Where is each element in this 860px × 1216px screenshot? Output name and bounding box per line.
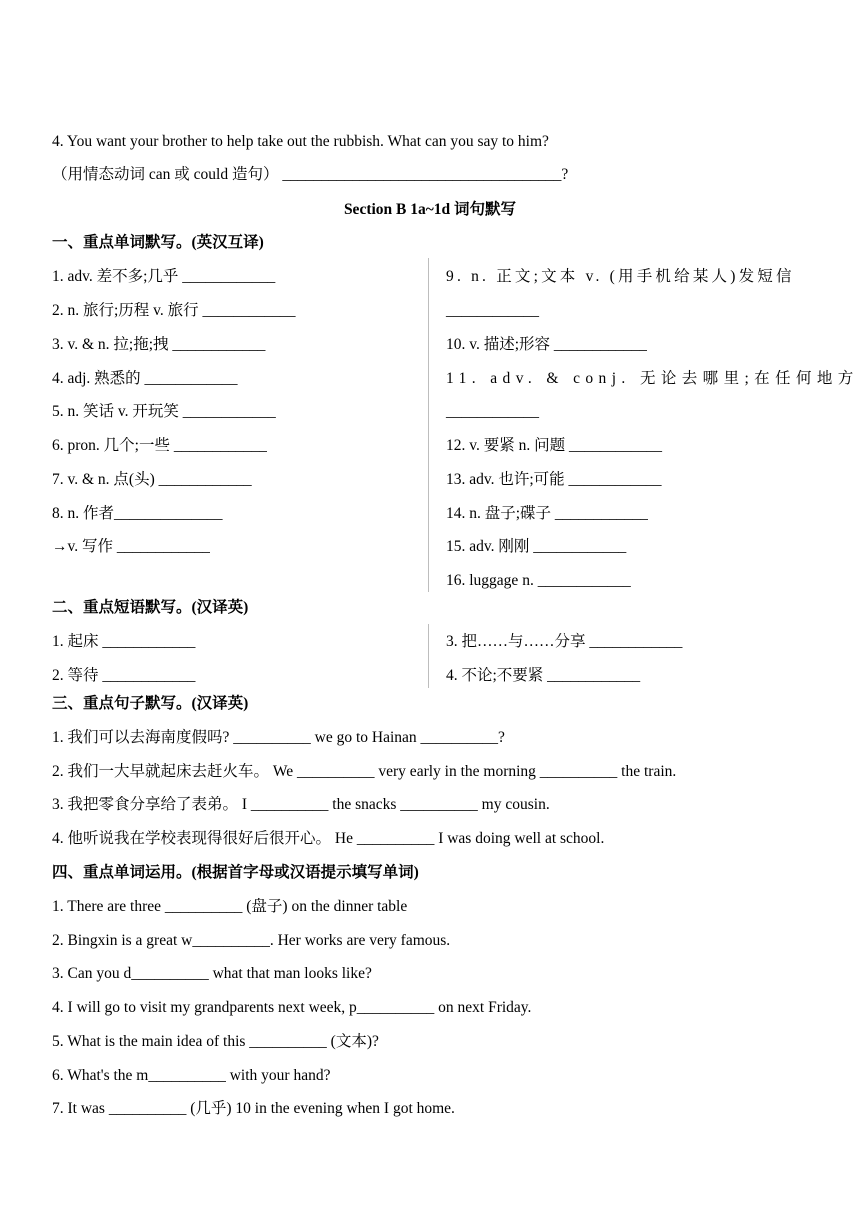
word-item-blank: ____________ [446, 302, 539, 319]
part2-heading: 二、重点短语默写。(汉译英) [52, 599, 249, 616]
part4-heading: 四、重点单词运用。(根据首字母或汉语提示填写单词) [52, 864, 419, 881]
usage-item: 7. It was __________ (几乎) 10 in the evening when I got home. [52, 1100, 455, 1117]
question-4-answer-line: （用情态动词 can 或 could 造句） ____________________________________? [52, 166, 569, 183]
word-item: 16. luggage n. ____________ [446, 572, 631, 589]
question-4-prompt: 4. You want your brother to help take out the rubbish. What can you say to him? [52, 133, 549, 150]
word-item: 2. n. 旅行;历程 v. 旅行 ____________ [52, 302, 296, 319]
usage-item: 1. There are three __________ (盘子) on the dinner table [52, 898, 408, 915]
sentence-item: 2. 我们一大早就起床去赶火车。 We __________ very early in the morning __________ the train. [52, 763, 677, 780]
phrase-item: 2. 等待 ____________ [52, 667, 196, 684]
word-item: →v. 写作 ____________ [52, 538, 210, 555]
word-item: 6. pron. 几个;一些 ____________ [52, 437, 267, 454]
word-item: 10. v. 描述;形容 ____________ [446, 336, 647, 353]
part3-heading: 三、重点句子默写。(汉译英) [52, 695, 249, 712]
sentence-item: 1. 我们可以去海南度假吗? __________ we go to Hainan __________? [52, 729, 505, 746]
usage-item: 4. I will go to visit my grandparents next week, p__________ on next Friday. [52, 999, 532, 1016]
part1-heading: 一、重点单词默写。(英汉互译) [52, 234, 264, 251]
phrase-item: 4. 不论;不要紧 ____________ [446, 667, 641, 684]
word-item: 1. adv. 差不多;几乎 ____________ [52, 268, 276, 285]
word-item: 5. n. 笑话 v. 开玩笑 ____________ [52, 403, 276, 420]
phrase-item: 3. 把……与……分享 ____________ [446, 633, 683, 650]
word-item-blank: ____________ [446, 403, 539, 420]
word-item: 15. adv. 刚刚 ____________ [446, 538, 627, 555]
section-title: Section B 1a~1d 词句默写 [343, 201, 517, 218]
word-item: 8. n. 作者______________ [52, 505, 223, 522]
usage-item: 2. Bingxin is a great w__________. Her works are very famous. [52, 932, 451, 949]
column-divider [428, 624, 429, 688]
word-item: 3. v. & n. 拉;拖;拽 ____________ [52, 336, 266, 353]
phrase-item: 1. 起床 ____________ [52, 633, 196, 650]
word-item: 12. v. 要紧 n. 问题 ____________ [446, 437, 662, 454]
word-item: 9. n. 正文;文本 v. (用手机给某人)发短信 [446, 268, 795, 285]
usage-item: 5. What is the main idea of this __________ (文本)? [52, 1033, 379, 1050]
column-divider [428, 258, 429, 592]
word-item: 11. adv. & conj. 无论去哪里;在任何地方 [446, 370, 859, 387]
usage-item: 6. What's the m__________ with your hand? [52, 1067, 331, 1084]
word-item: 7. v. & n. 点(头) ____________ [52, 471, 252, 488]
word-item: 14. n. 盘子;碟子 ____________ [446, 505, 648, 522]
word-item: 13. adv. 也许;可能 ____________ [446, 471, 662, 488]
sentence-item: 3. 我把零食分享给了表弟。 I __________ the snacks __________ my cousin. [52, 796, 550, 813]
word-item: 4. adj. 熟悉的 ____________ [52, 370, 238, 387]
sentence-item: 4. 他听说我在学校表现得很好后很开心。 He __________ I was doing well at school. [52, 830, 605, 847]
usage-item: 3. Can you d__________ what that man looks like? [52, 965, 372, 982]
